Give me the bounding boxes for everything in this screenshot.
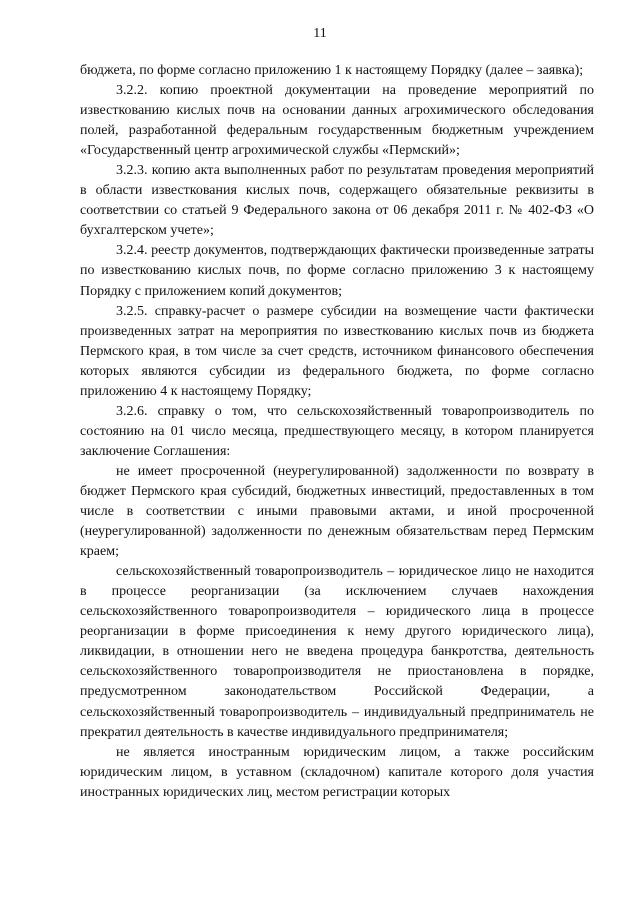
paragraph-3-2-4: 3.2.4. реестр документов, подтверждающих фактически произведенные затраты по известкованию кислых почв, по форме согласно приложению 3 к настоящему Порядку с приложением копий документов; (80, 243, 594, 299)
paragraph-no-overdue-debt: не имеет просроченной (неурегулированной) задолженности по возврату в бюджет Пермского края субсидий, бюджетных инвестиций, предоставленных в том числе в соответствии с иными правовыми актами, и иной просроченной (неурегулированной) задолженности по денежным обязательствам перед Пермским краем; (80, 463, 594, 560)
paragraph-3-2-2: 3.2.2. копию проектной документации на проведение мероприятий по известкованию кислых почв на основании данных агрохимического обследования полей, разработанной федеральным государственным бюджетным учреждением «Государственный центр агрохимической службы «Пермский»; (80, 83, 594, 159)
paragraph-3-2-5: 3.2.5. справку-расчет о размере субсидии на возмещение части фактически произведенных затрат на мероприятия по известкованию кислых почв из бюджета Пермского края, в том числе за счет средств, источником финансового обеспечения которых являются субсидии из федерального бюджета, по форме согласно приложению 4 к настоящему Порядку; (80, 303, 594, 399)
page-number: 11 (313, 26, 327, 41)
paragraph-no-reorganization: сельскохозяйственный товаропроизводитель – юридическое лицо не находится в процессе реорганизации (за исключением случаев нахождения сельскохозяйственного товаропроизводителя – юридического лица в процессе реорганизации в форме присоединения к нему другого юридического лица), ликвидации, в отношении него не введена процедура банкротства, деятельность сельскохозяйственного товаропроизводителя не приостановлена в порядке, предусмотренном законодательством Российской Федерации, а сельскохозяйственный товаропроизводитель – индивидуальный предприниматель не прекратил деятельность в качестве индивидуального предпринимателя; (80, 564, 594, 740)
paragraph-not-foreign-entity: не является иностранным юридическим лицом, а также российским юридическим лицом, в уставном (складочном) капитале которого доля участия иностранных юридических лиц, местом регистрации которых (80, 744, 594, 800)
paragraph-application-continuation: бюджета, по форме согласно приложению 1 к настоящему Порядку (далее – заявка); (80, 63, 584, 78)
paragraph-3-2-3: 3.2.3. копию акта выполненных работ по результатам проведения мероприятий в области известкования кислых почв, содержащего обязательные реквизиты в соответствии со статьей 9 Федерального закона от 06 декабря 2011 г. № 402-ФЗ «О бухгалтерском учете»; (80, 163, 594, 239)
paragraph-3-2-6: 3.2.6. справку о том, что сельскохозяйственный товаропроизводитель по состоянию на 01 число месяца, предшествующего месяцу, в котором планируется заключение Соглашения: (80, 403, 594, 459)
